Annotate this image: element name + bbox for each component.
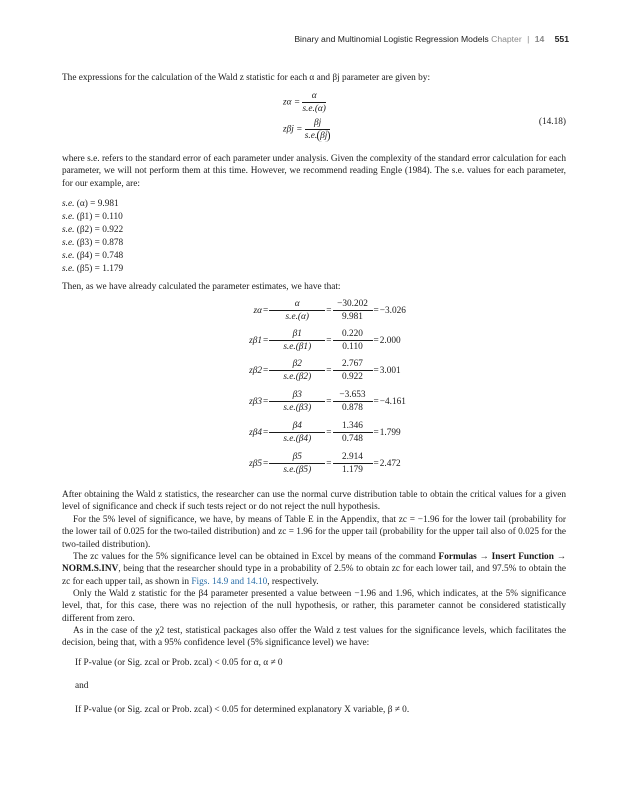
computation-den: s.e.(β1) [283,342,312,352]
computation-num-value: 1.346 [333,420,373,433]
formula-z-beta [283,117,330,142]
chapter-number: 14 [534,34,545,44]
excel-text-a: The zc values for the 5% significance level can be obtained in Excel by means of the command [73,552,439,562]
computation-result: 1.799 [379,427,401,438]
computation-den: s.e.(α) [285,312,309,322]
formula-z-beta-fraction [305,117,331,142]
computation-den: s.e.(β2) [283,372,312,382]
se-value-beta4: 0.748 [102,251,124,261]
and-text: and [75,681,89,691]
condition-alpha: If P-value (or Sig. zcal or Prob. zcal) < 0.05 for α, α ≠ 0 [75,658,283,668]
computation-row: zβ3= $\frac{\beta 3}{s.e.(\beta 3)}$ = $\frac{-3.653}{0.878}$ =−4.161 [240,389,406,414]
computation-num-value: 2.914 [333,451,373,464]
formula-beta-numerator: βj [305,117,331,130]
formula-beta-den-inner: βj [317,130,330,142]
paragraph-five-percent: For the 5% level of significance, we have, by means of Table E in the Appendix, that zc = −1.96 for the lower tail (probability for the lower tail of 0.025 for the two-tailed distribution) and zc = 1.96 for the upper tail (probability for the upper tail also of 0.025 for the two-tailed distribution). [62,515,566,550]
se-list-item: s.e. (β5) = 1.179 [62,264,124,274]
se-list-item: s.e. (β2) = 0.922 [62,225,124,235]
excel-command: Formulas → Insert Function → NORM.S.INV [62,552,566,575]
computation-num-value: 2.767 [333,358,373,371]
se-explanation-paragraph: where s.e. refers to the standard error of each parameter under analysis. Given the complexity of the standard error calculation for each parameter, we will not perform them at this time. However, we recommend reading Engle (1984). The s.e. values for each parameter, for our example, are: [62,154,566,189]
se-param-beta5: (β5) [76,264,93,274]
formula-beta-den-prefix: s.e. [304,131,318,141]
computation-den: s.e.(β3) [283,403,312,413]
chapter-label: Chapter [491,34,522,44]
computation-den-value: 0.922 [342,372,363,382]
formula-alpha-numerator: α [302,90,325,103]
paragraph-beta4: Only the Wald z statistic for the β4 parameter presented a value between −1.96 and 1.96, which indicates, at the 5% significance level, that, for this case, there was no rejection of the null hypothesis, or rather, this parameter cannot be considered statistically different from zero. [62,589,566,624]
computation-den-value: 0.748 [342,434,363,444]
computation-lhs: zβ2 [249,365,262,376]
paragraph-chi-square: As in the case of the χ2 test, statistical packages also offer the Wald z test values for the significance levels, which facilitates the decision, being that, with a 95% confidence level (5% significance level) we have: [62,626,566,649]
computation-num-value: −3.653 [333,389,373,402]
formula-z-beta-lhs: zβj = [283,124,303,135]
computation-num: β4 [269,420,325,433]
computation-lhs: zβ1 [249,335,262,346]
paragraph-after-wald: After obtaining the Wald z statistics, the researcher can use the normal curve distribution table to obtain the critical values for a given level of significance and check if such tests reject or do not reject the null hypothesis. [62,490,566,513]
computation-row: zα= $\frac{\alpha}{s.e.(\alpha)}$ = $\frac{-30.202}{9.981}$ =−3.026 [240,298,406,323]
computation-symbolic-fraction [269,420,325,445]
running-title: Binary and Multinomial Logistic Regression Models [294,34,489,44]
computation-result: 2.472 [379,458,401,469]
then-paragraph: Then, as we have already calculated the parameter estimates, we have that: [62,282,341,292]
formula-z-alpha-fraction [302,90,325,115]
computation-result: 2.000 [379,335,401,346]
computation-num: β3 [269,389,325,402]
computation-symbolic-fraction [269,389,325,414]
computation-result: −4.161 [379,396,406,407]
equation-number: (14.18) [538,117,566,127]
se-value-beta2: 0.922 [102,225,124,235]
computation-numeric-fraction [333,451,373,476]
computation-symbolic-fraction [269,358,325,383]
computation-num: α [269,298,325,311]
figures-link[interactable]: Figs. 14.9 and 14.10 [191,576,268,587]
computation-num: β1 [269,328,325,341]
computation-lhs: zβ3 [249,396,262,407]
computation-den-value: 0.110 [342,342,363,352]
se-param-beta1: (β1) [76,212,93,222]
se-value-beta5: 1.179 [102,264,124,274]
condition-beta: If P-value (or Sig. zcal or Prob. zcal) < 0.05 for determined explanatory X variable, β ≠ 0. [75,705,410,715]
computation-result: −3.026 [379,305,406,316]
intro-paragraph: The expressions for the calculation of the Wald z statistic for each α and βj parameter are given by: [62,73,431,83]
computation-lhs: zα [253,305,262,316]
se-value-beta3: 0.878 [102,238,124,248]
se-list-item: s.e. (β1) = 0.110 [62,212,123,222]
formula-alpha-denominator: s.e.(α) [302,104,326,114]
computation-num: β5 [269,451,325,464]
computation-den: s.e.(β4) [283,434,312,444]
computation-num-value: −30.202 [333,298,373,311]
computation-numeric-fraction [333,298,373,323]
computation-result: 3.001 [379,365,401,376]
computation-den-value: 9.981 [342,312,363,322]
computation-symbolic-fraction [269,328,325,353]
computation-symbolic-fraction [269,298,325,323]
computation-numeric-fraction [333,358,373,383]
formula-z-alpha-lhs: zα = [283,97,301,108]
computation-row: zβ5= $\frac{\beta 5}{s.e.(\beta 5)}$ = $\frac{2.914}{1.179}$ =2.472 [240,451,401,476]
computation-den: s.e.(β5) [283,465,312,475]
se-value-alpha: 9.981 [97,199,119,209]
se-value-beta1: 0.110 [102,212,123,222]
se-param-beta2: (β2) [76,225,93,235]
computation-lhs: zβ5 [249,458,262,469]
computation-symbolic-fraction [269,451,325,476]
se-list-item: s.e. (β3) = 0.878 [62,238,124,248]
running-header [294,34,569,44]
chapter-separator: | [527,34,530,44]
computation-numeric-fraction [333,389,373,414]
computation-den-value: 0.878 [342,403,363,413]
computation-num-value: 0.220 [333,328,373,341]
paragraph-excel [62,551,566,588]
se-list-item: s.e. (β4) = 0.748 [62,251,124,261]
excel-text-c: , respectively. [267,576,319,587]
computation-row: zβ1= $\frac{\beta 1}{s.e.(\beta 1)}$ = $\frac{0.220}{0.110}$ =2.000 [240,328,401,353]
excel-text-b: , being that the researcher should type in a probability of 2.5% to obtain zc for each lower tail, and 97.5% to obtain the zc for each upper tail, as shown in [62,564,566,587]
se-list-item: s.e. (α) = 9.981 [62,199,119,209]
se-param-alpha: (α) [76,199,88,209]
se-param-beta4: (β4) [76,251,93,261]
page-number: 551 [554,34,569,44]
computation-lhs: zβ4 [249,427,262,438]
computation-row: zβ2= $\frac{\beta 2}{s.e.(\beta 2)}$ = $\frac{2.767}{0.922}$ =3.001 [240,358,401,383]
formula-z-alpha [283,90,326,115]
computation-row: zβ4= $\frac{\beta 4}{s.e.(\beta 4)}$ = $\frac{1.346}{0.748}$ =1.799 [240,420,401,445]
computation-den-value: 1.179 [342,465,363,475]
computation-numeric-fraction [333,328,373,353]
se-param-beta3: (β3) [76,238,93,248]
computation-numeric-fraction [333,420,373,445]
computation-num: β2 [269,358,325,371]
formula-beta-denominator [305,130,331,142]
